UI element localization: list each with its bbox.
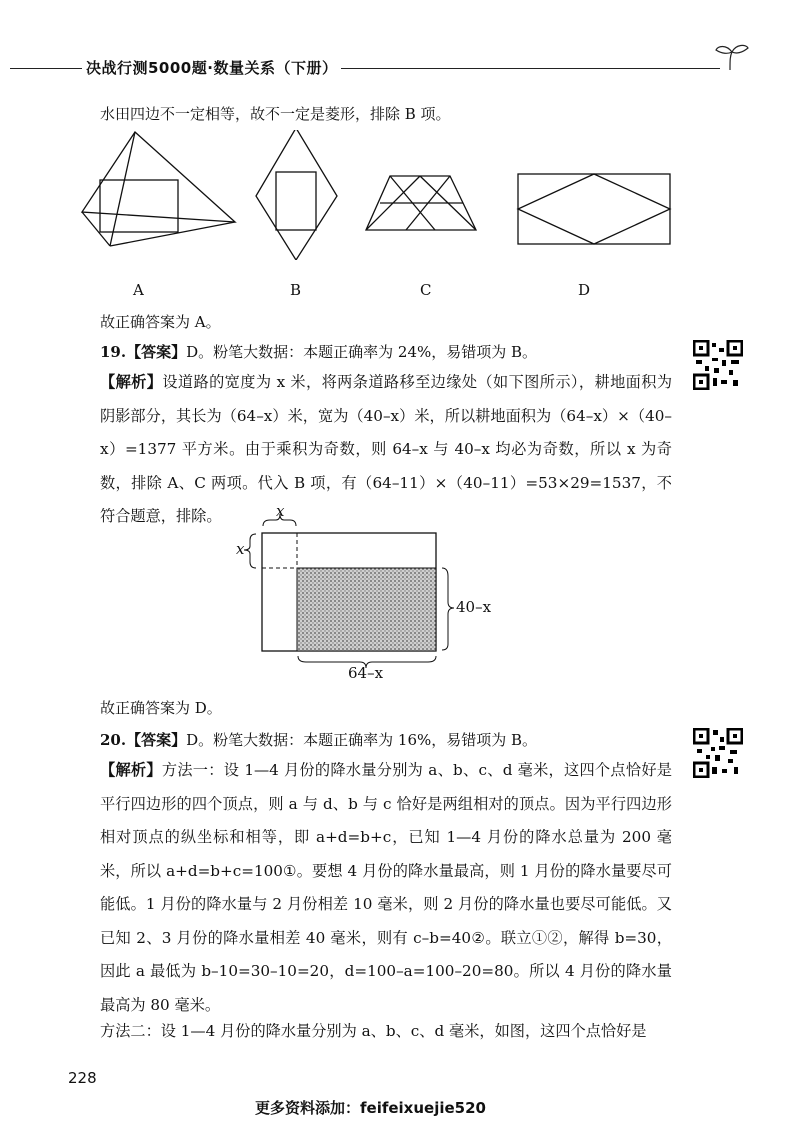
q20-answer-label: 20.【答案】 xyxy=(100,731,187,749)
label-x-left: x xyxy=(236,540,245,558)
intro-line: 水田四边不一定相等，故不一定是菱形，排除 B 项。 xyxy=(100,105,451,123)
figure-c xyxy=(366,176,476,230)
figure-caption-b: B xyxy=(290,281,302,299)
figure-caption-a: A xyxy=(133,281,144,299)
footer-note: 更多资料添加：feifeixuejie520 xyxy=(255,1099,486,1117)
running-header xyxy=(0,48,800,88)
q19-answer-text: D。粉笔大数据：本题正确率为 24%，易错项为 B。 xyxy=(186,343,538,361)
q20-analysis-text: 方法一：设 1—4 月份的降水量分别为 a、b、c、d 毫米，这四个点恰好是平行四边形的四个顶点，则 a 与 d、b 与 c 恰好是两组相对的顶点。因为平行四边形相对顶点的纵坐标和相等，即 a+d=b+c，已知 1—4 月份的降水总量为 200 毫米，所以 a+d=b+c=100①。要想 4 月份的降水量最高，则 1 月份的降水量要尽可能低。1 月份的降水量与 2 月份相差 10 毫米，则 2 月份的降水量也要尽可能低。又已知 2、3 月份的降水量相差 40 毫米，则有 c–b=40②。联立①②，解得 b=30，因此 a 最低为 b–10=30–10=20，d=100–a=100–20=80。所以 4 月份的降水量最高为 80 毫米。 xyxy=(100,761,672,1014)
q20-method-two: 方法二：设 1—4 月份的降水量分别为 a、b、c、d 毫米，如图，这四个点恰好是 xyxy=(100,1022,647,1040)
book-title: 决战行测5000题·数量关系（下册） xyxy=(82,57,341,78)
left-brace xyxy=(244,534,256,568)
label-40-x: 40–x xyxy=(456,598,492,616)
q19-answer-final: 故正确答案为 D。 xyxy=(100,699,222,717)
q19-answer-label: 19.【答案】 xyxy=(100,343,187,361)
q20-analysis xyxy=(100,754,672,1022)
page-number: 228 xyxy=(68,1069,97,1087)
sprout-icon xyxy=(712,42,752,74)
figure-b xyxy=(256,130,337,260)
figure-a xyxy=(82,132,235,246)
road-diagram xyxy=(230,500,500,680)
qr-code[interactable] xyxy=(693,340,743,390)
farmland-area xyxy=(297,568,436,651)
figure-d xyxy=(518,174,670,244)
q19-analysis-label: 【解析】 xyxy=(100,373,163,391)
figure-caption-d: D xyxy=(578,281,591,299)
option-figures xyxy=(80,130,680,260)
qr-code[interactable] xyxy=(693,728,743,778)
q19-analysis-text: 设道路的宽度为 x 米，将两条道路移至边缘处（如下图所示），耕地面积为阴影部分，其长为（64–x）米，宽为（40–x）米，所以耕地面积为（64–x）×（40–x）=1377 平方米。由于乘积为奇数，则 64–x 与 40–x 均必为奇数，所以 x 为奇数，排除 A、C 两项。代入 B 项，有（64–11）×（40–11）=53×29=1537，不符合题意，排除。 xyxy=(100,373,673,525)
q20-answer xyxy=(100,729,670,751)
q19-answer xyxy=(100,341,670,363)
label-64-x: 64–x xyxy=(348,664,384,682)
answer-line: 故正确答案为 A。 xyxy=(100,313,221,331)
right-brace xyxy=(442,568,454,650)
q20-analysis-label: 【解析】 xyxy=(100,761,162,779)
figure-caption-c: C xyxy=(420,281,432,299)
q20-answer-text: D。粉笔大数据：本题正确率为 16%，易错项为 B。 xyxy=(186,731,538,749)
header-rule-right xyxy=(300,68,720,69)
label-x-top: x xyxy=(276,502,285,520)
